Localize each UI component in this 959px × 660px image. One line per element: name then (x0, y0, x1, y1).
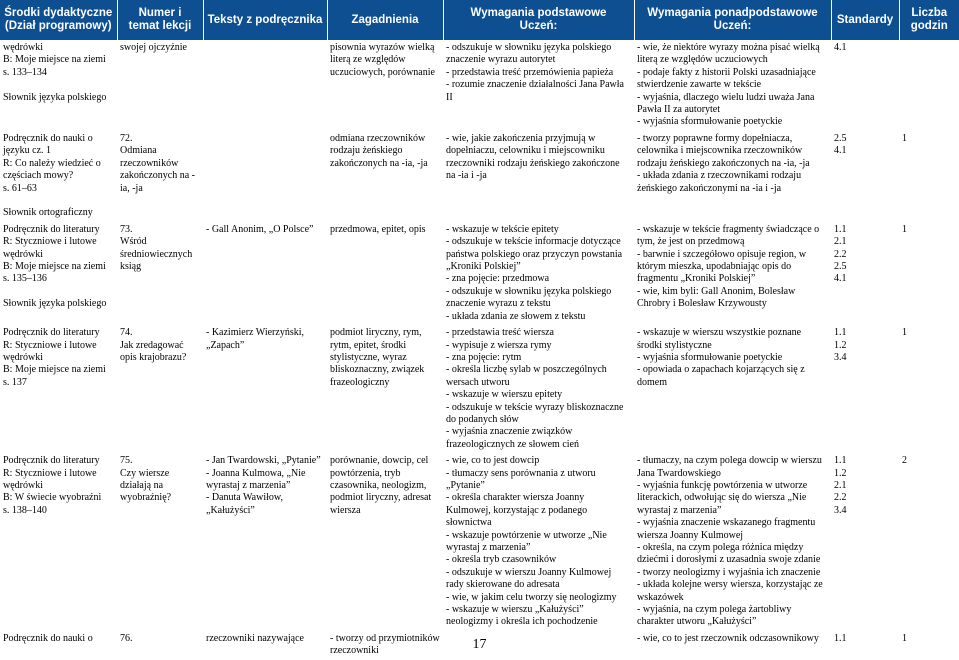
cell-extended: - wskazuje w wierszu wszystkie poznane środki stylistyczne - wyjaśnia sformułowanie poetyckie - opowiada o zapachach kojarzących się z domem (637, 327, 805, 388)
cell-extended: - wskazuje w tekście fragmenty świadczące o tym, że jest on przedmową - barwnie i szczegółowo opisuje region, w którym mieszka, upodabniając opis do fragmentu „Kroniki Polskiej” - wie, kim byli: Gall Anonim, Bolesław Chrobry i Bolesław Krzywousty (637, 223, 820, 310)
cell-aids: Podręcznik do literatury R: Styczniowe i lutowe wędrówki B: W świecie wyobraźni s. 138–140 (3, 455, 102, 516)
cell-texts: - Jan Twardowski, „Pytanie” - Joanna Kulmowa, „Nie wyrastaj z marzenia” - Danuta Wawiłow, „Kałużyści” (206, 455, 321, 516)
cell-lesson: 72. Odmiana rzeczowników zakończonych na -ia, -ja (120, 133, 195, 194)
header-row (0, 0, 959, 40)
cell-topics: odmiana rzeczowników rodzaju żeńskiego zakończonych na -ia, -ja (330, 133, 428, 169)
table-row (0, 453, 959, 631)
cell-hours: 1 (902, 133, 907, 144)
cell-topics: podmiot liryczny, rym, rytm, epitet, środki stylistyczne, wyraz bliskoznaczny, związek frazeologiczny (330, 327, 425, 388)
header-topics: Zagadnienia (327, 0, 443, 40)
cell-hours: 2 (902, 455, 907, 467)
cell-lesson: 73. Wśród średniowiecznych ksiąg (120, 223, 193, 273)
cell-standards: 2.5 4.1 (834, 133, 847, 157)
page-number: 17 (472, 637, 487, 652)
cell-standards: 1.1 (834, 632, 847, 644)
table-row (0, 40, 959, 131)
cell-extended: - tłumaczy, na czym polega dowcip w wierszu Jana Twardowskiego - wyjaśnia funkcję powtórzenia w utworze literackich, odwołując się do wiersza „Nie wyrastaj z marzenia” - wyjaśnia znaczenie wskazanego fragmentu wiersza Joanny Kulmowej - określa, na czym polega różnica między dziećmi i dorosłymi z uzasadnia swoje zdanie - tworzy neologizmy i wyjaśnia ich znaczenie - układa kolejne wersy wiersza, korzystając ze wskazówek - wyjaśnia, na czym polega żartobliwy charakter utworu „Kałużyści” (637, 455, 823, 628)
cell-standards: 4.1 (834, 42, 847, 53)
cell-basic: - wie, jakie zakończenia przyjmują w dopełniaczu, celowniku i miejscowniku rzeczowniki rodzaju żeńskiego zakończone na -ia i -ja (446, 133, 620, 182)
header-hours: Liczba godzin (899, 0, 959, 40)
header-lesson-number: Numer i temat lekcji (117, 0, 203, 40)
table-row (0, 325, 959, 453)
cell-basic: - wskazuje w tekście epitety - odszukuje w tekście informacje dotyczące państwa polskiego oraz przyczyn powstania „Kroniki Polskiej” - zna pojęcie: przedmowa - odszukuje w słowniku języka polskiego znaczenie wyrazu z tekstu - układa zdania ze słowem z tekstu (446, 223, 623, 322)
cell-aids: Podręcznik do literatury R: Styczniowe i lutowe wędrówki B: Moje miejsce na ziemi s. 137 (3, 327, 106, 388)
cell-texts (203, 40, 327, 131)
cell-standards: 1.1 1.2 3.4 (834, 327, 847, 363)
cell-standards: 1.1 1.2 2.1 2.2 3.4 (834, 455, 847, 516)
cell-aids: Podręcznik do nauki o języku cz. 1 R: Co należy wiedzieć o częściach mowy? s. 61–63 Słownik ortograficzny (3, 133, 101, 219)
cell-basic: - odszukuje w słowniku języka polskiego znaczenie wyrazu autorytet - przedstawia treść przemówienia papieża - rozumie znaczenie działalności Jana Pawła II (446, 42, 624, 103)
header-extended-requirements: Wymagania ponadpodstawowe Uczeń: (634, 0, 831, 40)
cell-hours: 1 (902, 223, 907, 235)
cell-aids: Podręcznik do literatury R: Styczniowe i lutowe wędrówki B: Moje miejsce na ziemi s. 135–136 Słownik języka polskiego (3, 223, 107, 310)
cell-texts: - Gall Anonim, „O Polsce” (206, 223, 314, 235)
cell-topics: - tworzy od przymiotników rzeczowniki (330, 632, 440, 657)
cell-aids: Podręcznik do nauki o (3, 632, 93, 644)
cell-basic: - przedstawia treść wiersza - wypisuje z wiersza rymy - zna pojęcie: rytm - określa liczbę sylab w poszczególnych wersach utworu - wskazuje w wierszu epitety - odszukuje w tekście wyrazy bliskoznaczne do podanych słów - wyjaśnia znaczenie związków frazeologicznych ze słowem cień (446, 327, 624, 450)
cell-hours: 1 (902, 632, 907, 644)
cell-topics: przedmowa, epitet, opis (330, 223, 426, 235)
cell-basic: - wie, co to jest dowcip - tłumaczy sens porównania z utworu „Pytanie” - określa charakter wiersza Joanny Kulmowej, korzystając z podanego słownictwa - wskazuje powtórzenie w utworze „Nie wyrastaj z marzenia” - określa tryb czasowników - odszukuje w wierszu Joanny Kulmowej rady skierowane do adresata - wie, w jakim celu tworzy się neologizmy - wskazuje w wierszu „Kałużyści” neologizmy i określa ich pochodzenie (446, 455, 617, 628)
header-standards: Standardy (831, 0, 899, 40)
cell-extended: - wie, że niektóre wyrazy można pisać wielką literą ze względów uczuciowych - podaje fakty z historii Polski uzasadniające stwierdzenie zawarte w tekście - wyjaśnia, dlaczego wielu ludzi uważa Jana Pawła II za autorytet - wyjaśnia sformułowanie poetyckie (637, 42, 820, 128)
header-teaching-aids: Środki dydaktyczne (Dział programowy) (0, 0, 117, 40)
cell-topics: pisownia wyrazów wielką literą ze względów uczuciowych, porównanie (330, 42, 435, 78)
cell-hours: 1 (902, 327, 907, 339)
table-row (0, 222, 959, 325)
cell-lesson: 75. Czy wiersze działają na wyobraźnię? (120, 455, 172, 504)
cell-texts: rzeczowniki nazywające (206, 632, 304, 644)
cell-lesson: swojej ojczyźnie (120, 42, 187, 53)
cell-extended: - tworzy poprawne formy dopełniacza, celownika i miejscownika rzeczowników rodzaju żeńskiego zakończonych na -ia, -ja - układa zdania z rzeczownikami rodzaju żeńskiego zakończonymi na -ia i -ja (637, 133, 810, 194)
cell-extended: - wie, co to jest rzeczownik odczasownikowy (637, 632, 819, 644)
table-row (0, 131, 959, 222)
cell-hours (899, 40, 959, 131)
cell-standards: 1.1 2.1 2.2 2.5 4.1 (834, 223, 847, 285)
cell-lesson: 74. Jak zredagować opis krajobrazu? (120, 327, 187, 363)
cell-lesson: 76. (120, 632, 133, 644)
cell-topics: porównanie, dowcip, cel powtórzenia, tryb czasownika, neologizm, podmiot liryczny, adresat wiersza (330, 455, 432, 516)
cell-texts: - Kazimierz Wierzyński, „Zapach” (206, 327, 304, 351)
header-basic-requirements: Wymagania podstawowe Uczeń: (443, 0, 634, 40)
header-texts: Teksty z podręcznika (203, 0, 327, 40)
cell-texts (203, 131, 327, 222)
cell-aids: wędrówki B: Moje miejsce na ziemi s. 133–134 Słownik języka polskiego (3, 42, 107, 103)
